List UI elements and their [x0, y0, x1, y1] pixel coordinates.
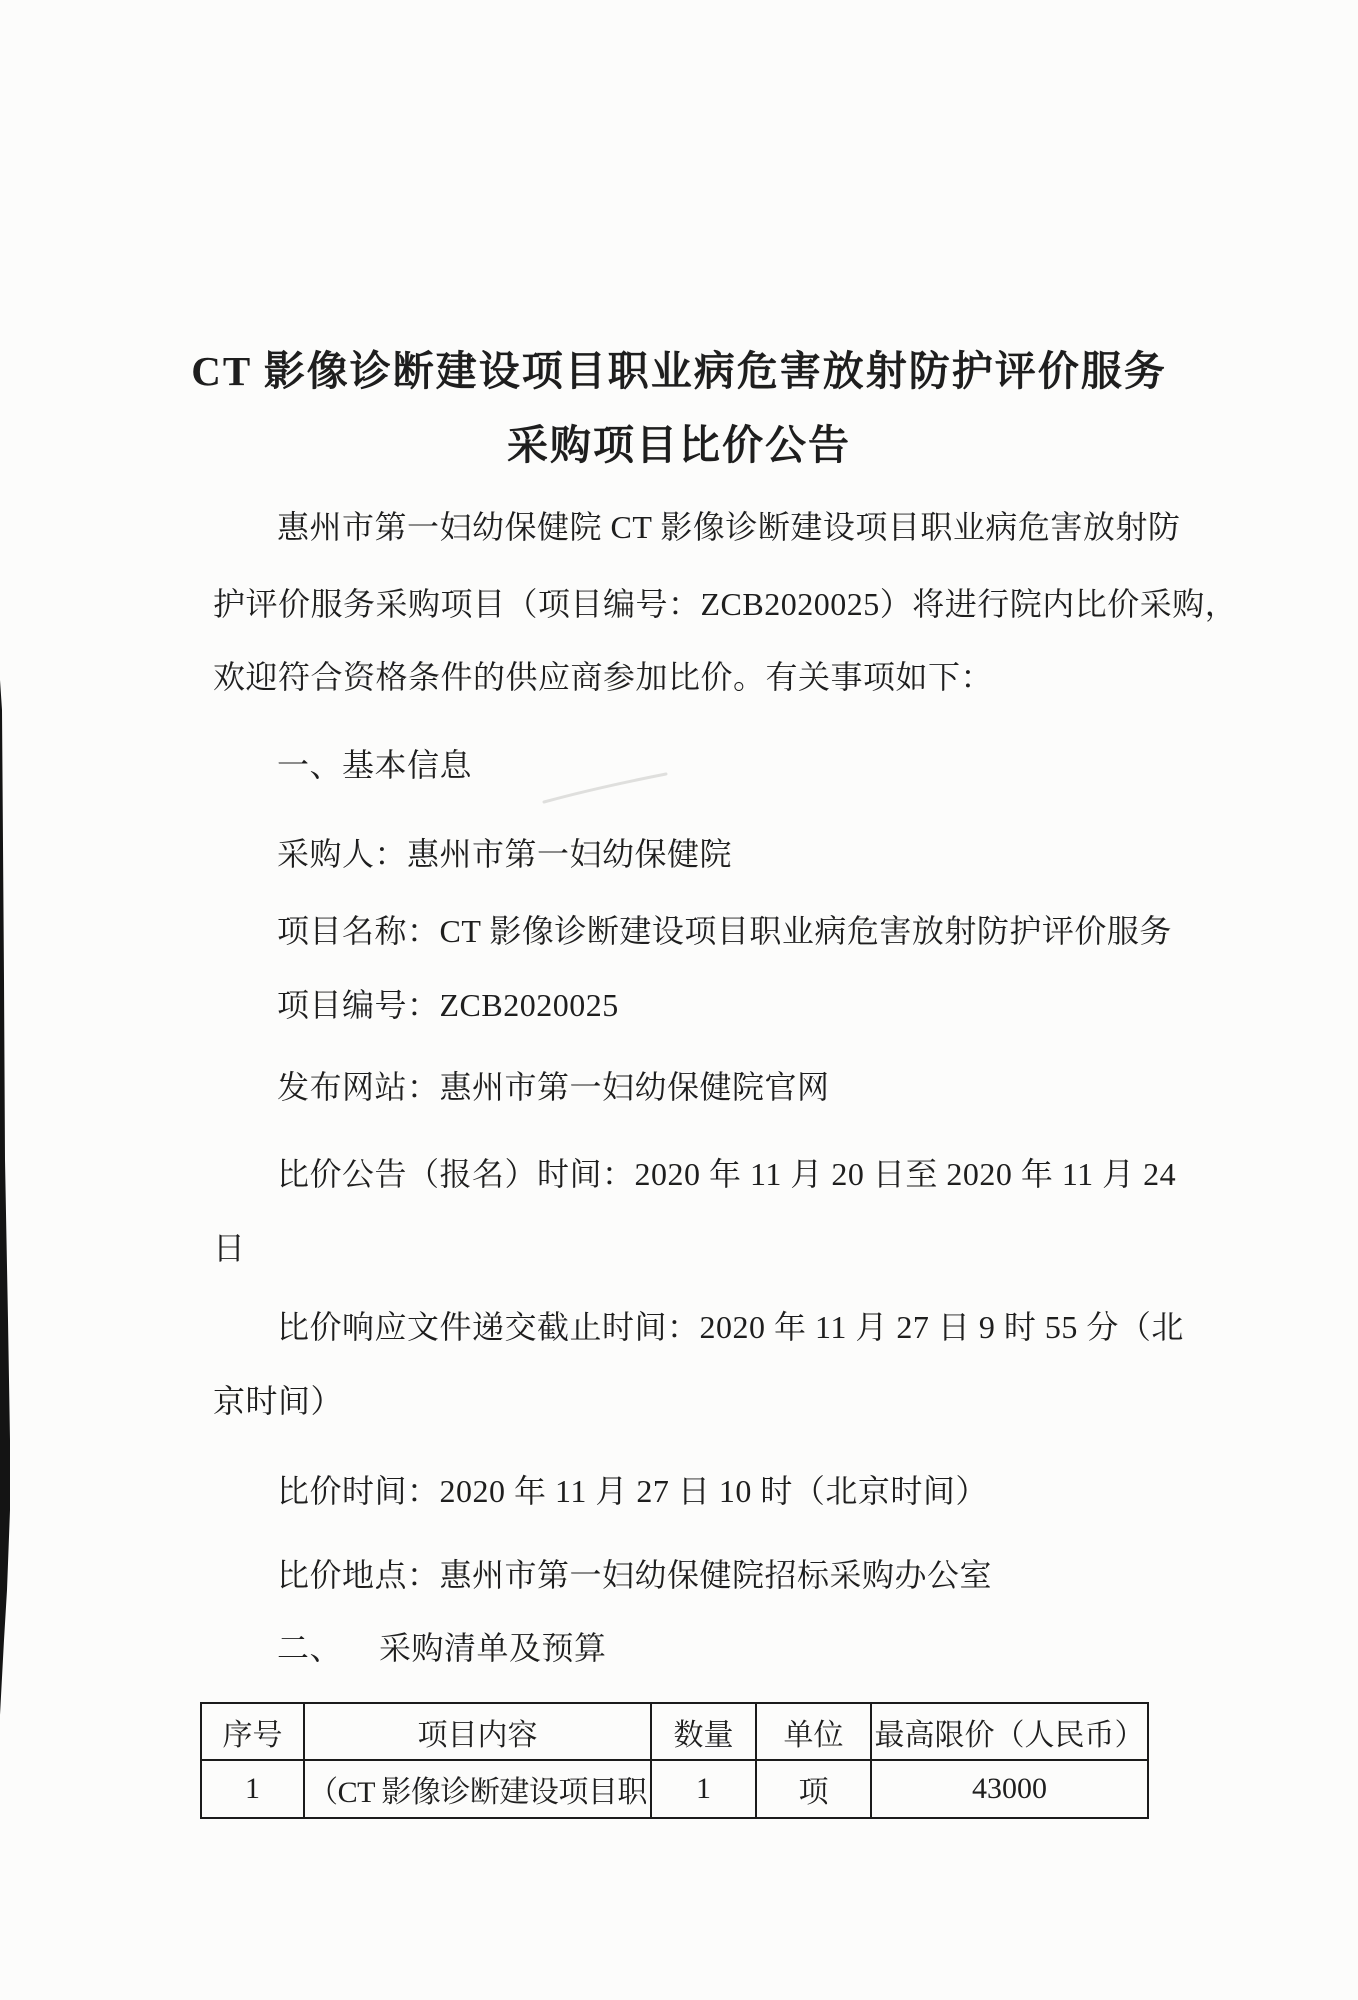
item-deadline-line1: 比价响应文件递交截止时间：2020 年 11 月 27 日 9 时 55 分（北 — [277, 1309, 1184, 1345]
item-announcement-period-line2: 日 — [213, 1230, 246, 1266]
cell-unit: 项 — [756, 1760, 871, 1818]
item-comparison-location: 比价地点：惠州市第一妇幼保健院招标采购办公室 — [277, 1557, 993, 1593]
section-procurement-number: 二、 — [277, 1630, 343, 1666]
header-seq-number: 序号 — [201, 1703, 304, 1760]
item-deadline-line2: 京时间） — [213, 1383, 344, 1419]
item-publish-website: 发布网站：惠州市第一妇幼保健院官网 — [277, 1069, 830, 1105]
section-procurement-title: 采购清单及预算 — [379, 1630, 607, 1666]
header-max-price: 最高限价（人民币） — [871, 1703, 1148, 1760]
header-unit: 单位 — [756, 1703, 871, 1760]
procurement-table — [200, 1702, 1149, 1819]
cell-quantity: 1 — [651, 1760, 756, 1818]
table-header-row — [201, 1703, 1148, 1760]
procurement-table-container — [200, 1702, 1149, 1819]
item-project-name: 项目名称：CT 影像诊断建设项目职业病危害放射防护评价服务 — [277, 913, 1172, 949]
intro-line: 惠州市第一妇幼保健院 CT 影像诊断建设项目职业病危害放射防 — [277, 509, 1181, 545]
item-project-number: 项目编号：ZCB2020025 — [277, 987, 619, 1023]
item-announcement-period-line1: 比价公告（报名）时间：2020 年 11 月 20 日至 2020 年 11 月 24 — [277, 1156, 1177, 1192]
section-basic-info-heading: 一、基本信息 — [277, 747, 473, 783]
header-item-content: 项目内容 — [304, 1703, 651, 1760]
document-title-line1: CT 影像诊断建设项目职业病危害放射防护评价服务 — [191, 348, 1167, 394]
cell-seq-number: 1 — [201, 1760, 304, 1818]
intro-line: 欢迎符合资格条件的供应商参加比价。有关事项如下： — [213, 659, 994, 695]
item-comparison-time: 比价时间：2020 年 11 月 27 日 10 时（北京时间） — [277, 1473, 988, 1509]
item-purchaser: 采购人：惠州市第一妇幼保健院 — [277, 836, 733, 872]
header-quantity: 数量 — [651, 1703, 756, 1760]
intro-line: 护评价服务采购项目（项目编号：ZCB2020025）将进行院内比价采购， — [213, 586, 1238, 622]
section-procurement-heading — [213, 1627, 1247, 1669]
cell-item-content: （CT 影像诊断建设项目职 — [304, 1760, 651, 1818]
cell-max-price: 43000 — [871, 1760, 1148, 1818]
table-row — [201, 1760, 1148, 1818]
document-title-line2: 采购项目比价公告 — [507, 422, 851, 468]
left-edge-scan-artifact — [0, 680, 14, 1720]
